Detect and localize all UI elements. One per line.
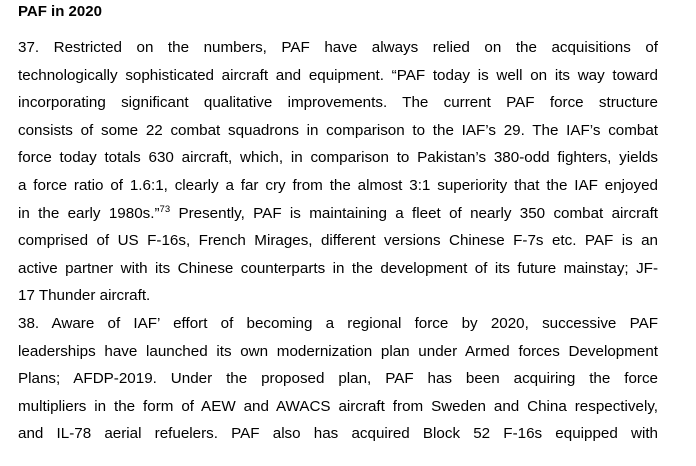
paragraph-line-text: active partner with its Chinese counterparts in the development of its future mainstay; JF- <box>18 259 658 277</box>
paragraph-line-text: technologically sophisticated aircraft and equipment. “PAF today is well on its way toward <box>18 66 658 84</box>
paragraph-line-text: 38. Aware of IAF’ effort of becoming a regional force by 2020, successive PAF <box>18 315 658 332</box>
paragraph-line <box>18 89 658 117</box>
paragraph-line <box>18 420 658 448</box>
paragraph-line <box>18 338 658 366</box>
paragraph-line-text: multipliers in the form of AEW and AWACS aircraft from Sweden and China respectively, <box>18 397 658 415</box>
paragraph-line <box>18 310 658 338</box>
paragraph-line-text: consists of some 22 combat squadrons in comparison to the IAF’s 29. The IAF’s combat <box>18 121 658 139</box>
paragraph-line <box>18 34 658 62</box>
section-heading: PAF in 2020 <box>18 3 102 20</box>
paragraph-line-text: Presently, PAF is maintaining a fleet of nearly 350 combat aircraft <box>170 204 659 222</box>
footnote-reference[interactable]: 73 <box>159 203 171 215</box>
paragraph-line-text: 37. Restricted on the numbers, PAF have always relied on the acquisitions of <box>18 39 658 56</box>
paragraph-line-text: Plans; AFDP-2019. Under the proposed plan, PAF has been acquiring the force <box>18 370 658 388</box>
paragraph-line <box>18 172 658 200</box>
paragraph-line-text: force today totals 630 aircraft, which, in comparison to Pakistan’s 380-odd fighters, yields <box>18 149 658 167</box>
paragraph-line-with-footnote <box>18 200 658 228</box>
paragraph-37 <box>18 34 658 310</box>
paragraph-line <box>18 117 658 145</box>
paragraph-line <box>18 365 658 393</box>
paragraph-line-text: 17 Thunder aircraft. <box>18 287 151 305</box>
paragraph-line-text: in the early 1980s.” <box>18 204 160 222</box>
paragraph-line-text: incorporating significant qualitative improvements. The current PAF force structure <box>18 94 658 112</box>
paragraph-38 <box>18 310 658 448</box>
paragraph-line <box>18 282 658 310</box>
paragraph-line <box>18 227 658 255</box>
paragraph-line <box>18 62 658 90</box>
paragraph-line <box>18 144 658 172</box>
paragraph-line <box>18 255 658 283</box>
paragraph-line-text: and IL-78 aerial refuelers. PAF also has acquired Block 52 F-16s equipped with <box>18 425 658 443</box>
paragraph-line <box>18 393 658 421</box>
paragraph-line-text: a force ratio of 1.6:1, clearly a far cry from the almost 3:1 superiority that the IAF enjoyed <box>18 176 658 194</box>
paragraph-line-text: comprised of US F-16s, French Mirages, different versions Chinese F-7s etc. PAF is an <box>18 232 658 250</box>
paragraph-line-text: leaderships have launched its own modernization plan under Armed forces Development <box>18 342 658 360</box>
